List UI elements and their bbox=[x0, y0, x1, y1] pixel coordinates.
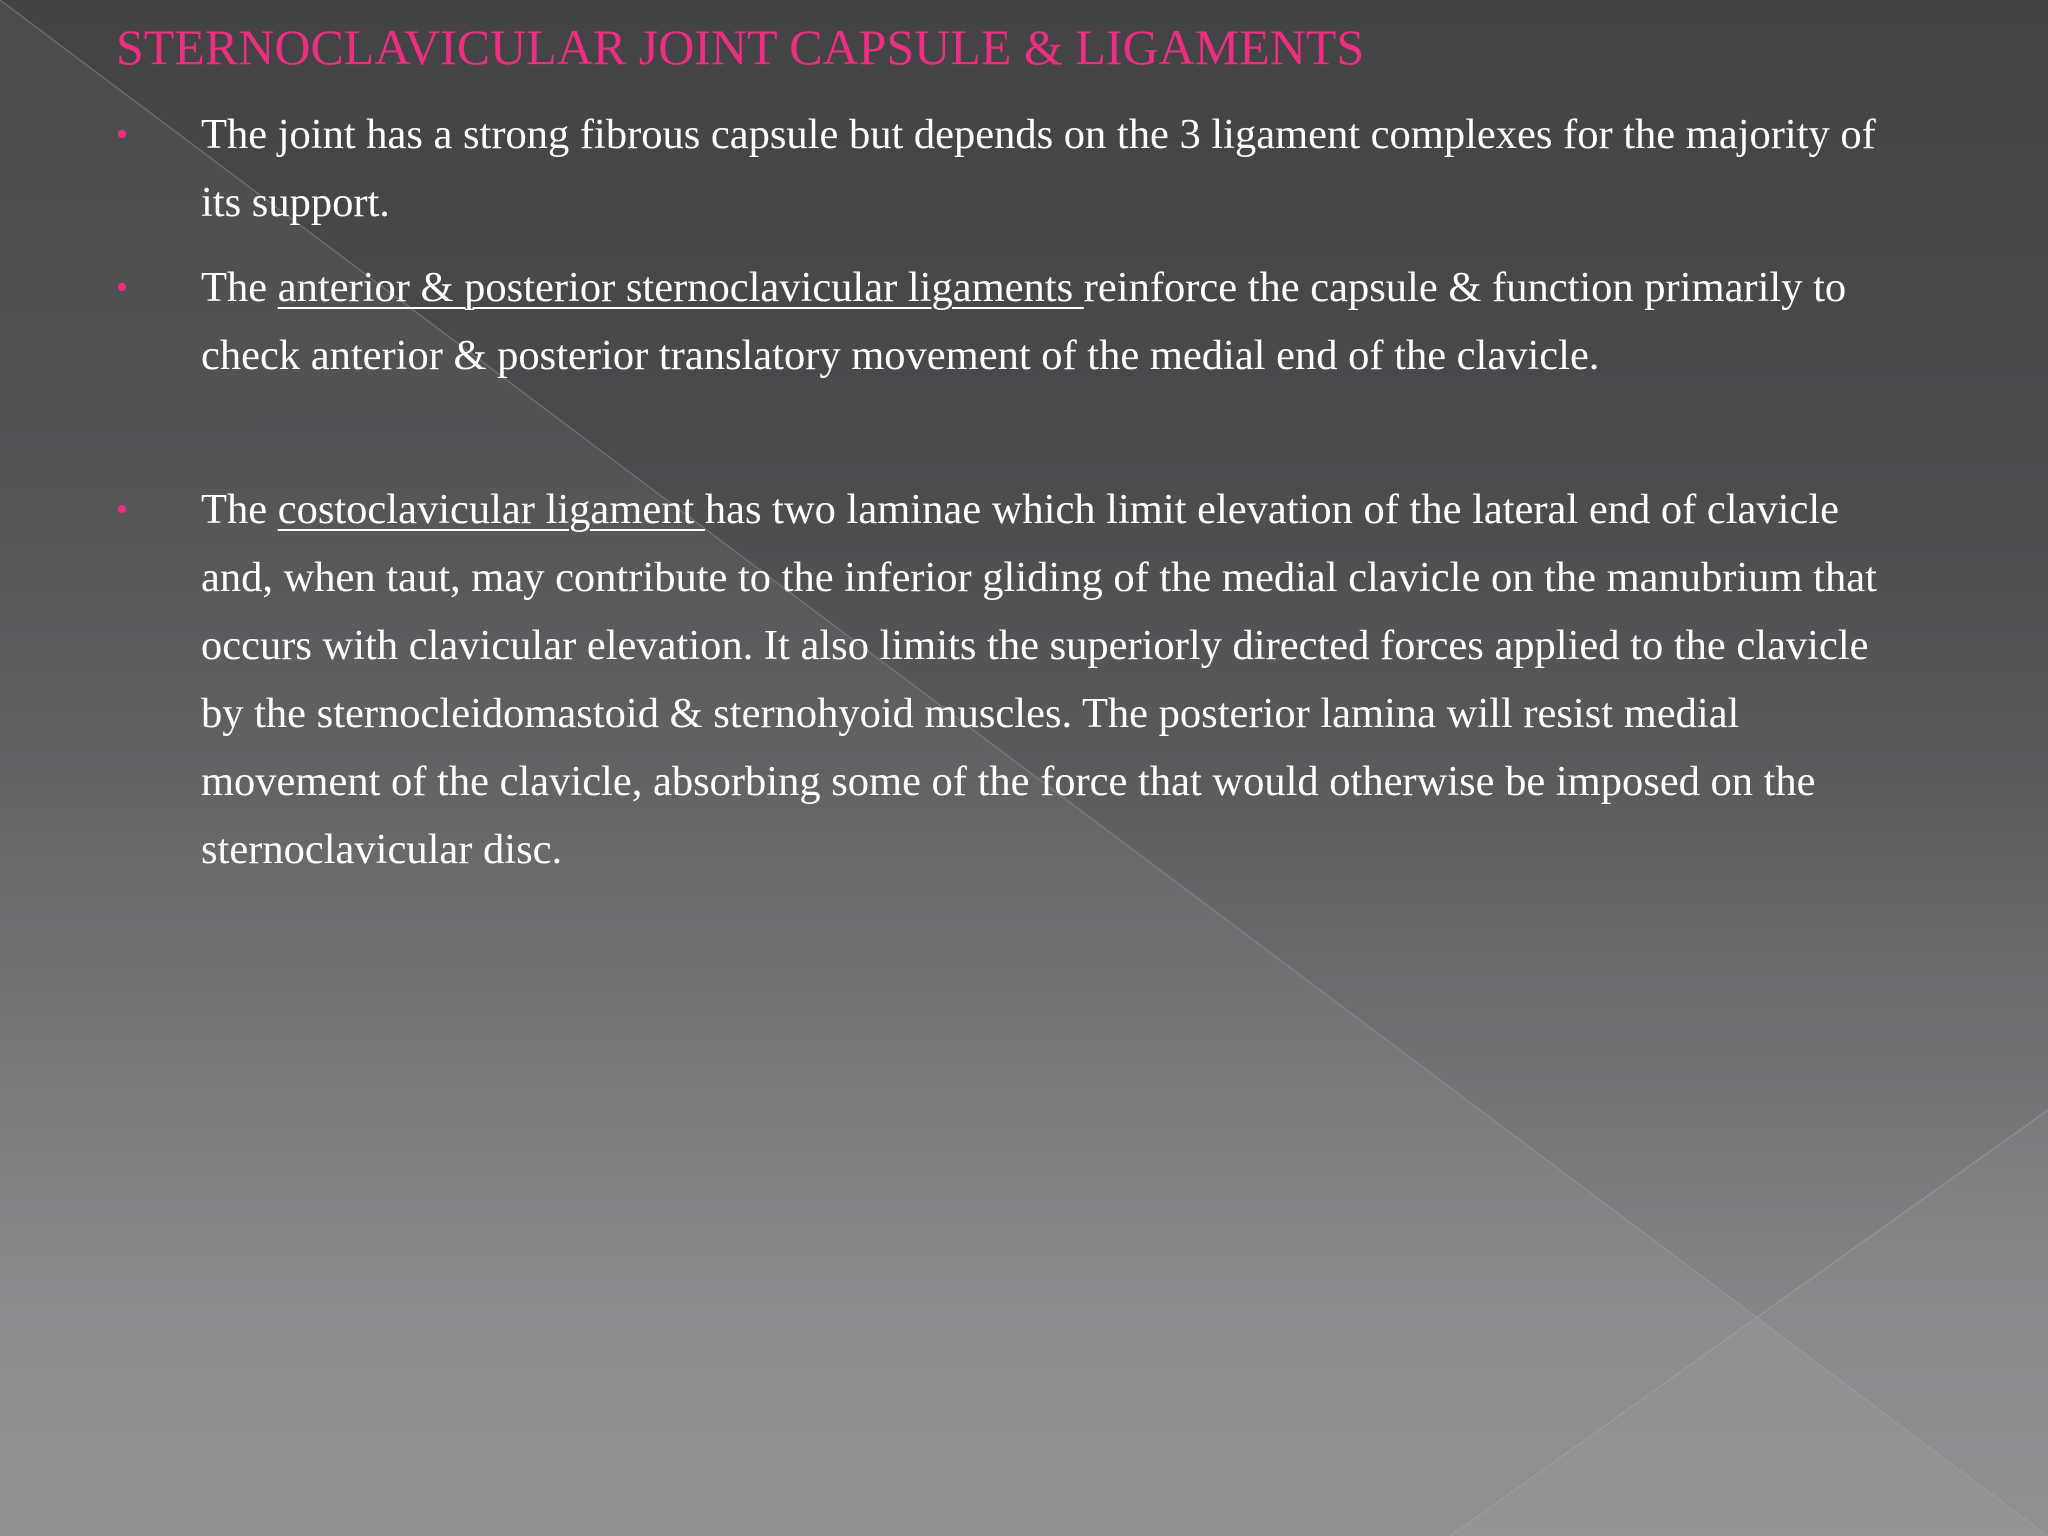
bullet-text bbox=[201, 476, 1901, 884]
bullet-text-rest: reinforce the capsule & function primarily to check anterior & posterior translatory movement of the medial end of the clavicle. bbox=[201, 264, 1847, 379]
bullet-text-main: The joint has a strong fibrous capsule but depends on the 3 ligament complexes for the majority of its support. bbox=[201, 111, 1876, 226]
bullet-text bbox=[201, 254, 1901, 390]
bullet-marker: • bbox=[116, 116, 128, 153]
slide-title: STERNOCLAVICULAR JOINT CAPSULE & LIGAMENTS bbox=[116, 19, 1365, 75]
bullet-text bbox=[201, 101, 1901, 237]
underlined-term: costoclavicular ligament bbox=[277, 486, 705, 533]
bullet-text-rest: has two laminae which limit elevation of the lateral end of clavicle and, when taut, may contribute to the inferior gliding of the medial clavicle on the manubrium that occurs with clavicular elevation. It also limits the superiorly directed forces applied to the clavicle by the sternocleidomastoid & sternohyoid muscles. The posterior lamina will resist medial movement of the clavicle, absorbing some of the force that would otherwise be imposed on the sternoclavicular disc. bbox=[201, 486, 1877, 873]
bullet-marker: • bbox=[116, 491, 128, 528]
bullet-text-prefix: The bbox=[201, 264, 278, 311]
bullet-marker: • bbox=[116, 269, 128, 306]
underlined-term: anterior & posterior sternoclavicular ligaments bbox=[277, 264, 1084, 311]
bullet-text-prefix: The bbox=[201, 486, 278, 533]
